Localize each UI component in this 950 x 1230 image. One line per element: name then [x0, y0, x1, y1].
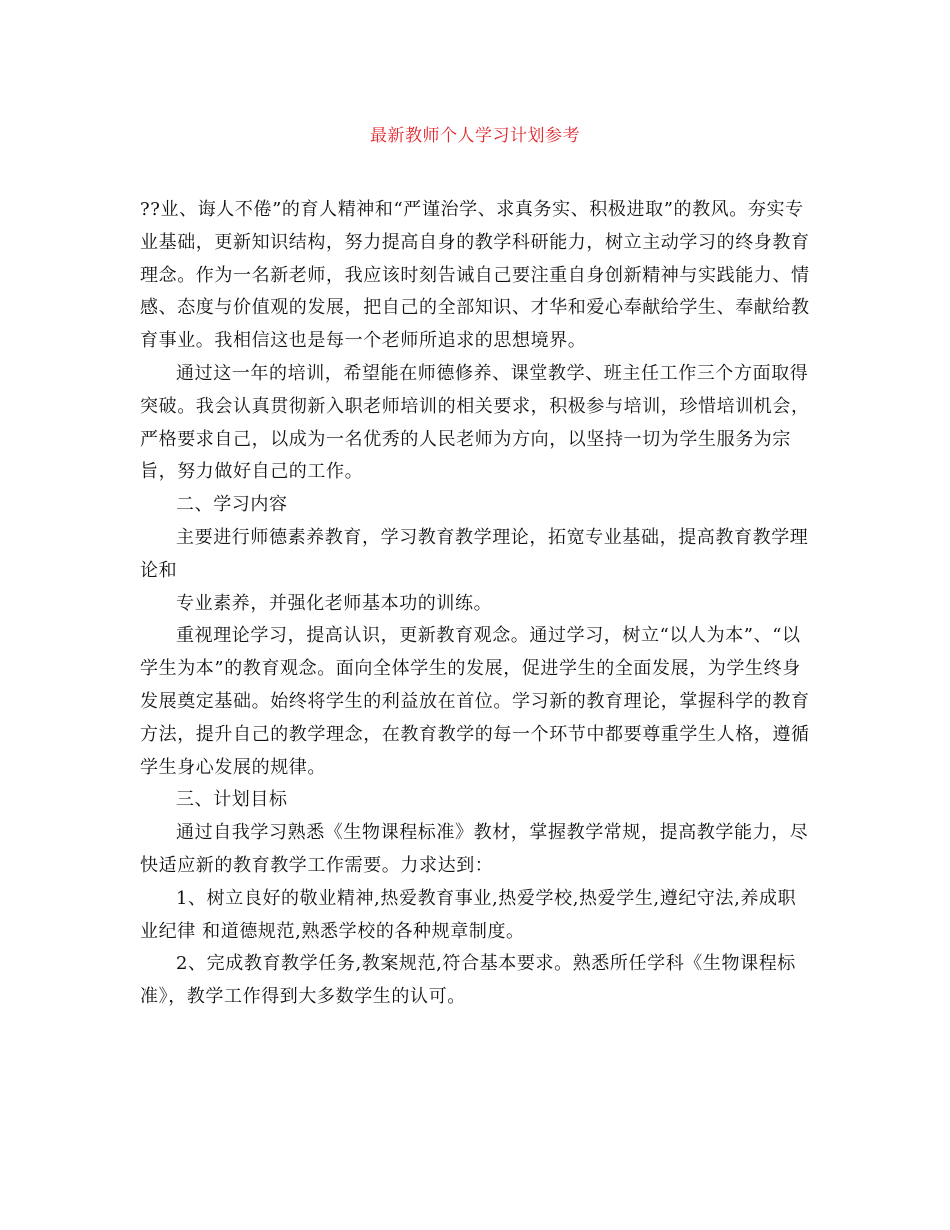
paragraph-line: ??业、诲人不倦”的育人精神和“严谨治学、求真务实、积极进取”的教风。夯实专 — [140, 199, 804, 220]
paragraph-line: 快适应新的教育教学工作需要。力求达到： — [140, 854, 494, 876]
paragraph-line: 学生身心发展的规律。 — [140, 756, 326, 778]
list-item-line: 业纪律 和道德规范,熟悉学校的各种规章制度。 — [140, 920, 525, 942]
paragraph-line: 通过这一年的培训，希望能在师德修养、课堂教学、班主任工作三个方面取得 — [176, 362, 809, 384]
section-heading: 二、学习内容 — [176, 494, 288, 516]
paragraph-line: 突破。我会认真贯彻新入职老师培训的相关要求，积极参与培训，珍惜培训机会， — [140, 395, 810, 417]
paragraph-line: 论和 — [140, 559, 178, 581]
paragraph-line: 感、态度与价值观的发展，把自己的全部知识、才华和爱心奉献给学生、奉献给教 — [140, 297, 810, 319]
paragraph-line: 专业素养，并强化老师基本功的训练。 — [176, 592, 493, 614]
section-heading: 三、计划目标 — [176, 789, 288, 811]
list-item-line: 准》，教学工作得到大多数学生的认可。 — [140, 986, 466, 1008]
paragraph-line: 主要进行师德素养教育，学习教育教学理论，拓宽专业基础，提高教育教学理 — [176, 526, 809, 548]
paragraph-line: 严格要求自己，以成为一名优秀的人民老师为方向，以坚持一切为学生服务为宗 — [140, 428, 791, 450]
list-item-line: 2、完成教育教学任务,教案规范,符合基本要求。熟悉所任学科《生物课程标 — [176, 953, 796, 975]
paragraph-line: 育事业。我相信这也是每一个老师所追求的思想境界。 — [140, 330, 587, 352]
paragraph-line: 重视理论学习，提高认识，更新教育观念。通过学习，树立“以人为本”、“以 — [176, 625, 801, 647]
paragraph-line: 方法，提升自己的教学理念，在教育教学的每一个环节中都要尊重学生人格，遵循 — [140, 723, 810, 745]
paragraph-line: 学生为本”的教育观念。面向全体学生的发展，促进学生的全面发展，为学生终身 — [140, 658, 801, 680]
list-item-line: 1、树立良好的敬业精神,热爱教育事业,热爱学校,热爱学生,遵纪守法,养成职 — [176, 887, 797, 909]
document-title: 最新教师个人学习计划参考 — [370, 126, 580, 146]
paragraph-line: 通过自我学习熟悉《生物课程标准》教材，掌握教学常规，提高教学能力，尽 — [176, 822, 809, 844]
document-body — [140, 194, 812, 1014]
paragraph-line: 发展奠定基础。始终将学生的利益放在首位。学习新的教育理论，掌握科学的教育 — [140, 690, 810, 712]
paragraph-line: 理念。作为一名新老师，我应该时刻告诫自己要注重自身创新精神与实践能力、情 — [140, 264, 810, 286]
paragraph-line: 旨，努力做好自己的工作。 — [140, 461, 364, 483]
paragraph-line: 业基础，更新知识结构，努力提高自身的教学科研能力，树立主动学习的终身教育 — [140, 231, 810, 253]
